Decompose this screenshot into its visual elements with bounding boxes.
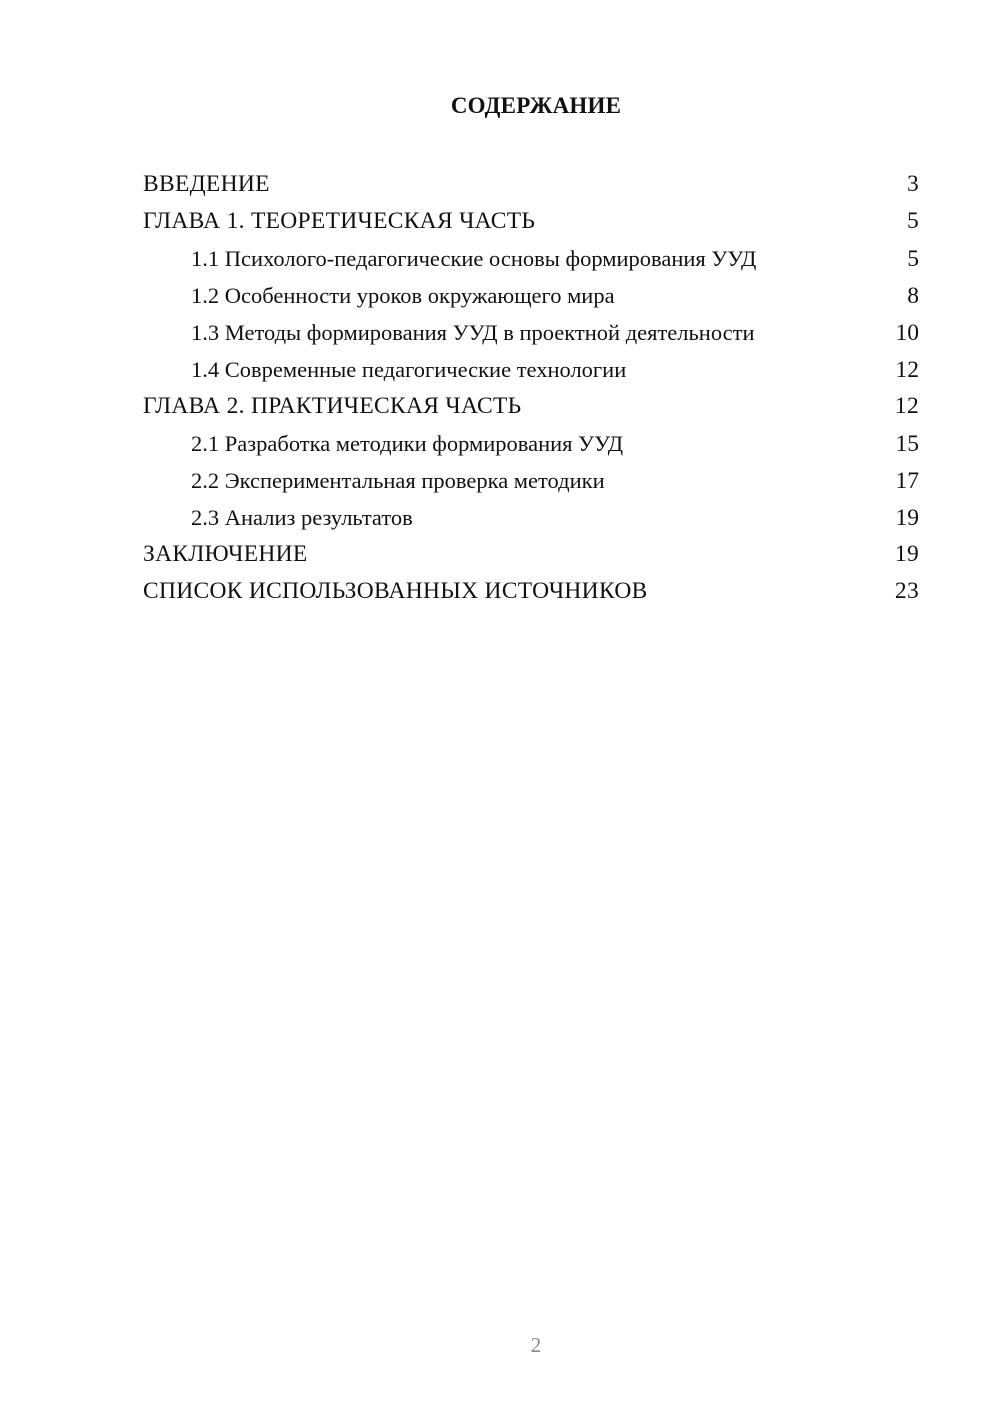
toc-entry-page: 23 <box>894 578 919 604</box>
toc-entry-page: 19 <box>894 541 919 567</box>
toc-entry-page: 5 <box>907 246 919 272</box>
toc-entry-page: 8 <box>907 283 919 309</box>
toc-entry-section-2-3[interactable] <box>143 499 919 536</box>
toc-entry-page: 15 <box>895 431 919 457</box>
toc-entry-section-1-2[interactable] <box>143 277 919 314</box>
toc-entry-references[interactable] <box>143 573 919 610</box>
toc-entry-section-2-1[interactable] <box>143 425 919 462</box>
toc-entry-chapter-2[interactable] <box>143 388 919 425</box>
toc-entry-label: ГЛАВА 2. ПРАКТИЧЕСКАЯ ЧАСТЬ <box>143 393 522 419</box>
toc-entry-label: СПИСОК ИСПОЛЬЗОВАННЫХ ИСТОЧНИКОВ <box>143 578 648 604</box>
toc-entry-label: 1.4 Современные педагогические технологии <box>191 357 627 382</box>
toc-entry-page: 3 <box>906 171 919 197</box>
table-of-contents <box>143 166 919 610</box>
toc-entry-label: 1.1 Психолого-педагогические основы формирования УУД <box>191 246 757 271</box>
toc-entry-section-1-1[interactable] <box>143 240 919 277</box>
toc-entry-label: 1.2 Особенности уроков окружающего мира <box>191 283 615 308</box>
toc-entry-label: 2.3 Анализ результатов <box>191 505 413 530</box>
toc-entry-chapter-1[interactable] <box>143 203 919 240</box>
toc-entry-section-2-2[interactable] <box>143 462 919 499</box>
toc-entry-page: 12 <box>894 393 919 419</box>
toc-entry-label: ЗАКЛЮЧЕНИЕ <box>143 541 308 567</box>
toc-entry-page: 5 <box>906 208 919 234</box>
toc-entry-page: 12 <box>895 357 919 383</box>
toc-entry-label: 2.1 Разработка методики формирования УУД <box>191 431 624 456</box>
toc-entry-page: 19 <box>895 505 919 531</box>
toc-title: СОДЕРЖАНИЕ <box>450 93 622 118</box>
toc-entry-label: 1.3 Методы формирования УУД в проектной деятельности <box>191 320 755 345</box>
toc-entry-introduction[interactable] <box>143 166 919 203</box>
toc-entry-section-1-3[interactable] <box>143 314 919 351</box>
toc-entry-label: 2.2 Экспериментальная проверка методики <box>191 468 605 493</box>
toc-entry-page: 17 <box>895 468 919 494</box>
page-number: 2 <box>530 1333 542 1357</box>
toc-entry-label: ВВЕДЕНИЕ <box>143 171 270 197</box>
toc-entry-section-1-4[interactable] <box>143 351 919 388</box>
toc-entry-page: 10 <box>895 320 919 346</box>
toc-entry-conclusion[interactable] <box>143 536 919 573</box>
toc-entry-label: ГЛАВА 1. ТЕОРЕТИЧЕСКАЯ ЧАСТЬ <box>143 208 536 234</box>
